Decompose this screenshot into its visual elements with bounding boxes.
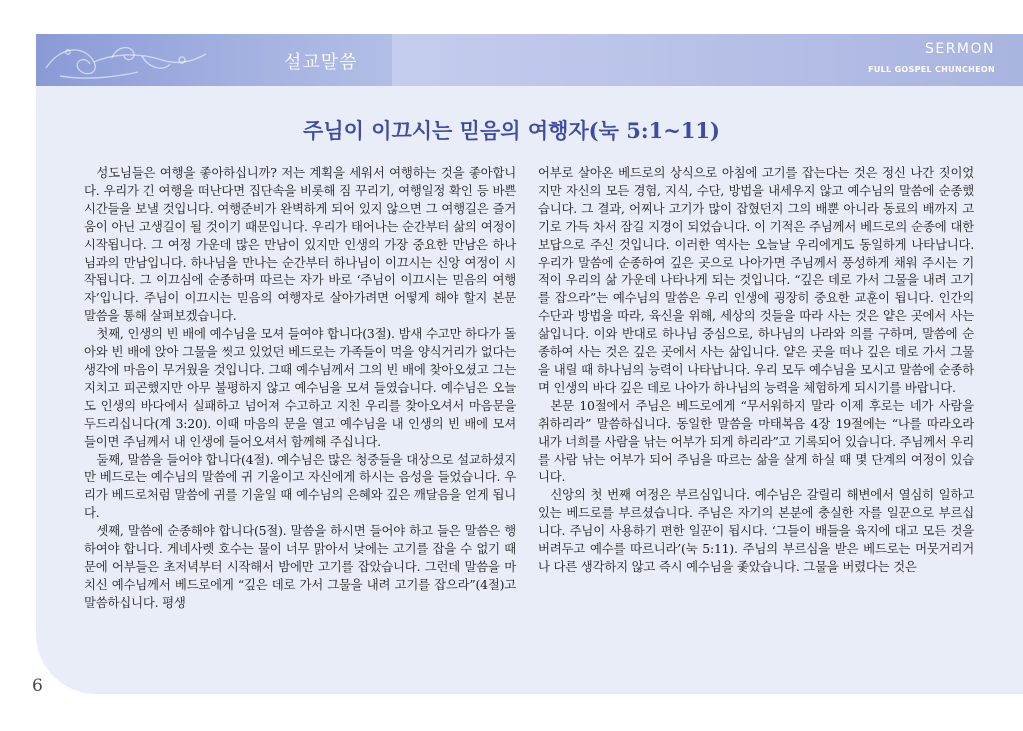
sermon-title: 주님이 이끄시는 믿음의 여행자(눅 5:1~11): [303, 118, 720, 143]
sermon-label: SERMON: [924, 41, 995, 57]
paragraph: 본문 10절에서 주님은 베드로에게 “무서워하지 말라 이제 후로는 네가 사람을 취하리라” 말씀하십니다. 동일한 말씀을 마태복음 4장 19절에는 “나를 따라오라 내가 너희를 사람을 낚는 어부가 되게 하리라”고 기록되어 있습니다. 주님께서 우리를 사람 낚는 어부가 되어 주님을 따르는 삶을 살게 하실 때 몇 단계의 여정이 있습니다.: [538, 397, 974, 485]
paragraph: 어부로 살아온 베드로의 상식으로 아침에 고기를 잡는다는 것은 정신 나간 짓이었지만 자신의 모든 경험, 지식, 수단, 방법을 내세우지 않고 예수님의 말씀에 순종했습니다. 그 결과, 어찌나 고기가 많이 잡혔던지 그의 배뿐 아니라 동료의 배까지 고기로 가득 차서 잠길 지경이 되었습니다. 이 기적은 주님께서 베드로의 순종에 대한 보답으로 주신 것입니다. 이러한 역사는 오늘날 우리에게도 동일하게 나타납니다. 우리가 말씀에 순종하여 깊은 곳으로 나아가면 주님께서 풍성하게 채워 주시는 기적이 우리의 삶 가운데 나타나게 되는 것입니다. “깊은 데로 가서 그물을 내려 고기를 잡으라”는 예수님의 말씀은 우리 인생에 굉장히 중요한 교훈이 됩니다. 인간의 수단과 방법을 따라, 육신을 위해, 세상의 것들을 따라 사는 것은 얕은 곳에서 사는 삶입니다. 이와 반대로 하나님 중심으로, 하나님의 나라와 의를 구하며, 말씀에 순종하여 사는 것은 깊은 곳에서 사는 삶입니다. 얕은 곳을 떠나 깊은 데로 가서 그물을 내릴 때 하나님의 능력이 나타납니다. 우리 모두 예수님을 모시고 말씀에 순종하며 인생의 바다 깊은 데로 나아가 하나님의 능력을 체험하게 되시기를 바랍니다.: [538, 165, 974, 395]
right-text-column: [538, 164, 974, 576]
left-text-column: [84, 164, 516, 612]
paragraph: 첫째, 인생의 빈 배에 예수님을 모셔 들여야 합니다(3절). 밤새 수고만 하다가 돌아와 빈 배에 앉아 그물을 씻고 있었던 베드로는 가족들이 먹을 양식거리가 없다는 생각에 마음이 무거웠을 것입니다. 그때 예수님께서 그의 빈 배에 찾아오셨고 그는 지치고 피곤했지만 아무 불평하지 않고 예수님을 모셔 들였습니다. 예수님은 오늘도 인생의 바다에서 실패하고 넘어져 수고하고 지친 우리를 찾아오셔서 마음문을 두드리십니다(계 3:20). 이때 마음의 문을 열고 예수님을 내 인생의 빈 배에 모셔 들이면 주님께서 내 인생에 들어오셔서 함께해 주십니다.: [84, 326, 516, 449]
header-right-band: [392, 34, 1023, 86]
paragraph: 성도님들은 여행을 좋아하십니까? 저는 계획을 세워서 여행하는 것을 좋아합니다. 우리가 긴 여행을 떠난다면 집단속을 비롯해 짐 꾸리기, 여행일정 확인 등 바쁜 시간들을 보낼 것입니다. 여행준비가 완벽하게 되어 있지 않으면 그 여행길은 즐거움이 아닌 고생길이 될 것이기 때문입니다. 우리가 태어나는 순간부터 삶의 여정이 시작됩니다. 그 여정 가운데 많은 만남이 있지만 인생의 가장 중요한 만남은 하나님과의 만남입니다. 하나님을 만나는 순간부터 하나님이 이끄시는 신앙 여정이 시작됩니다. 그 이끄심에 순종하며 따르는 자가 바로 ‘주님이 이끄시는 믿음의 여행자’입니다. 주님이 이끄시는 믿음의 여행자로 살아가려면 어떻게 해야 할지 본문 말씀을 통해 살펴보겠습니다.: [84, 165, 516, 324]
floral-ornament-icon: [42, 38, 212, 82]
church-name-label: FULL GOSPEL CHUNCHEON: [868, 65, 995, 74]
header-banner: [36, 34, 1023, 86]
paragraph: 신앙의 첫 번째 여정은 부르심입니다. 예수님은 갈릴리 해변에서 열심히 일하고 있는 베드로를 부르셨습니다. 주님은 자기의 본분에 충실한 자를 일꾼으로 부르십니다. 주님이 사용하기 편한 일꾼이 됩시다. ‘그들이 배들을 육지에 대고 모든 것을 버려두고 예수를 따르니라’(눅 5:11). 주님의 부르심을 받은 베드로는 머뭇거리거나 다른 생각하지 않고 즉시 예수님을 좇았습니다. 그물을 버렸다는 것은: [538, 487, 974, 574]
header-left-band: [36, 34, 392, 86]
section-title: 설교말씀: [284, 52, 358, 73]
paragraph: 셋째, 말씀에 순종해야 합니다(5절). 말씀을 하시면 들어야 하고 들은 말씀은 행하여야 합니다. 게네사렛 호수는 물이 너무 맑아서 낮에는 고기를 잡을 수 없기 때문에 어부들은 초저녁부터 시작해서 밤에만 고기를 잡았습니다. 그런데 말씀을 마치신 예수님께서 베드로에게 “깊은 데로 가서 그물을 내려 고기를 잡으라”(4절)고 말씀하십니다. 평생: [84, 523, 516, 610]
paragraph: 둘째, 말씀을 들어야 합니다(4절). 예수님은 많은 청중들을 대상으로 설교하셨지만 베드로는 예수님의 말씀에 귀 기울이고 자신에게 하시는 음성을 들었습니다. 우리가 베드로처럼 말씀에 귀를 기울일 때 예수님의 은혜와 깊은 깨달음을 얻게 됩니다.: [84, 451, 516, 521]
page-number: 6: [32, 676, 43, 696]
